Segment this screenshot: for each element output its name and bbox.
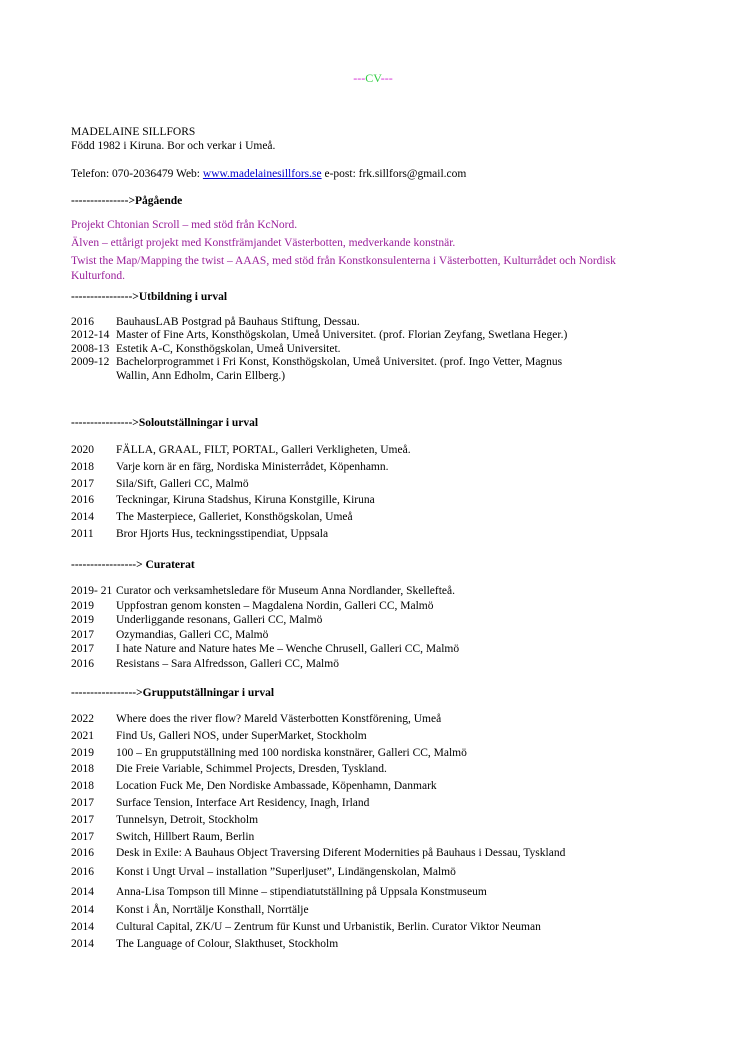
ongoing-list	[71, 218, 671, 284]
solo-row	[71, 459, 681, 476]
row-text: BauhausLAB Postgrad på Bauhaus Stiftung, Dessau.	[116, 316, 360, 328]
row-text: Anna-Lisa Tompson till Minne – stipendiatutställning på Uppsala Konstmuseum	[116, 886, 487, 899]
solo-section	[71, 416, 681, 430]
row-year: 2014	[71, 886, 94, 899]
row-year: 2017	[71, 477, 94, 490]
solo-heading: ---------------->Soloutställningar i urval	[71, 417, 259, 429]
group-row	[71, 745, 711, 762]
row-text: Underliggande resonans, Galleri CC, Malmö	[116, 614, 323, 627]
group-row	[71, 711, 711, 728]
row-year: 2019	[71, 746, 94, 759]
solo-row	[71, 492, 681, 509]
contact-suffix: e-post: frk.sillfors@gmail.com	[321, 168, 467, 180]
row-year: 2017	[71, 643, 94, 656]
row-year: 2016	[71, 866, 94, 879]
group-row	[71, 919, 711, 936]
row-text: Desk in Exile: A Bauhaus Object Traversing Diferent Modernities på Bauhaus i Dessau, Tyskland	[116, 847, 566, 860]
row-year: 2017	[71, 796, 94, 809]
row-text: The Language of Colour, Slakthuset, Stockholm	[116, 937, 339, 950]
title-cv: CV	[365, 71, 381, 85]
row-text: Die Freie Variable, Schimmel Projects, Dresden, Tyskland.	[116, 763, 387, 776]
row-text: Bror Hjorts Hus, teckningsstipendiat, Uppsala	[116, 527, 329, 540]
row-year: 2014	[71, 511, 94, 524]
group-list	[71, 711, 711, 953]
curated-heading: -----------------> Curaterat	[71, 559, 195, 571]
group-row	[71, 778, 711, 795]
row-year: 2009-12	[71, 356, 110, 369]
row-year: 2017	[71, 628, 94, 641]
contact-prefix: Telefon: 070-2036479 Web:	[71, 168, 203, 180]
website-link[interactable]: www.madelainesillfors.se	[202, 168, 322, 180]
row-text: Surface Tension, Interface Art Residency, Inagh, Irland	[116, 796, 370, 809]
row-year: 2018	[71, 460, 94, 473]
group-row	[71, 902, 711, 919]
row-text: Varje korn är en färg, Nordiska Ministerrådet, Köpenhamn.	[116, 460, 389, 473]
education-row	[71, 356, 581, 383]
ongoing-item: Älven – ettårigt projekt med Konstfrämjandet Västerbotten, medverkande konstnär.	[71, 237, 456, 249]
ongoing-section	[71, 194, 681, 208]
row-text: Cultural Capital, ZK/U – Zentrum für Kunst und Urbanistik, Berlin. Curator Viktor Neuman	[116, 920, 541, 933]
birth-info: Född 1982 i Kiruna. Bor och verkar i Umeå.	[71, 139, 276, 152]
group-section	[71, 686, 681, 700]
person-name: MADELAINE SILLFORS	[71, 126, 196, 138]
row-year: 2016	[71, 657, 94, 670]
curated-row	[71, 657, 681, 672]
row-text: Where does the river flow? Mareld Västerbotten Konstförening, Umeå	[116, 713, 442, 725]
row-text: The Masterpiece, Galleriet, Konsthögskolan, Umeå	[116, 511, 353, 524]
solo-row	[71, 526, 681, 543]
row-text: Konst i Ån, Norrtälje Konsthall, Norrtälje	[116, 904, 309, 917]
row-year: 2017	[71, 813, 94, 826]
solo-list	[71, 442, 681, 543]
education-section	[71, 290, 681, 304]
row-text: Ozymandias, Galleri CC, Malmö	[116, 628, 269, 641]
education-heading: ---------------->Utbildning i urval	[71, 291, 228, 303]
row-text: Uppfostran genom konsten – Magdalena Nordin, Galleri CC, Malmö	[116, 599, 434, 612]
row-text: Switch, Hillbert Raum, Berlin	[116, 830, 255, 843]
curated-list	[71, 584, 681, 672]
row-year: 2014	[71, 904, 94, 917]
row-year: 2008-13	[71, 342, 110, 355]
row-text: Curator och verksamhetsledare för Museum Anna Nordlander, Skellefteå.	[116, 585, 455, 597]
ongoing-item: Twist the Map/Mapping the twist – AAAS, med stöd från Konstkonsulenterna i Västerbotten, Kulturrådet och Nordisk Kulturfond.	[71, 255, 616, 282]
row-text: Find Us, Galleri NOS, under SuperMarket, Stockholm	[116, 729, 367, 742]
row-year: 2011	[71, 527, 94, 540]
row-text: Konst i Ungt Urval – installation ”Superljuset”, Lindängenskolan, Malmö	[116, 866, 456, 879]
group-row	[71, 882, 711, 902]
row-year: 2021	[71, 729, 94, 742]
group-row	[71, 862, 711, 882]
row-year: 2018	[71, 763, 94, 776]
title-dash-right: ---	[380, 71, 393, 85]
row-text: 100 – En grupputställning med 100 nordiska konstnärer, Galleri CC, Malmö	[116, 746, 467, 759]
title-dash-left: ---	[353, 71, 366, 85]
group-row	[71, 761, 711, 778]
row-year: 2019- 21	[71, 585, 113, 597]
cv-title	[0, 71, 746, 85]
row-text: Tunnelsyn, Detroit, Stockholm	[116, 813, 259, 826]
group-row	[71, 795, 711, 812]
row-text: FÄLLA, GRAAL, FILT, PORTAL, Galleri Verkligheten, Umeå.	[116, 444, 411, 456]
row-text: Location Fuck Me, Den Nordiske Ambassade, Köpenhamn, Danmark	[116, 780, 437, 793]
row-year: 2014	[71, 920, 94, 933]
row-year: 2020	[71, 444, 94, 456]
row-year: 2022	[71, 713, 94, 725]
solo-row	[71, 476, 681, 493]
curated-row	[71, 642, 681, 657]
group-row	[71, 829, 711, 846]
row-year: 2012-14	[71, 329, 110, 342]
curated-row	[71, 584, 681, 599]
row-text: Resistans – Sara Alfredsson, Galleri CC, Malmö	[116, 657, 339, 670]
education-row	[71, 343, 581, 356]
row-year: 2018	[71, 780, 94, 793]
row-year: 2016	[71, 316, 94, 328]
curated-row	[71, 599, 681, 614]
row-year: 2014	[71, 937, 94, 950]
group-row	[71, 728, 711, 745]
curated-section	[71, 558, 681, 572]
curated-row	[71, 628, 681, 643]
group-row	[71, 936, 711, 953]
row-text: Sila/Sift, Galleri CC, Malmö	[116, 477, 249, 490]
row-year: 2016	[71, 494, 94, 507]
row-text: Bachelorprogrammet i Fri Konst, Konsthögskolan, Umeå Universitet. (prof. Ingo Vetter, Magnus Wallin, Ann Edholm, Carin Ellberg.)	[116, 356, 563, 382]
education-list	[71, 316, 581, 383]
education-row	[71, 329, 581, 342]
group-row	[71, 845, 711, 862]
ongoing-item: Projekt Chtonian Scroll – med stöd från KcNord.	[71, 219, 298, 231]
curated-row	[71, 613, 681, 628]
row-text: Estetik A-C, Konsthögskolan, Umeå Universitet.	[116, 342, 341, 355]
row-text: Master of Fine Arts, Konsthögskolan, Umeå Universitet. (prof. Florian Zeyfang, Swetlana Heger.)	[116, 329, 568, 342]
group-heading: ----------------->Grupputställningar i urval	[71, 687, 275, 699]
solo-row	[71, 442, 681, 459]
ongoing-heading: --------------->Pågående	[71, 195, 183, 207]
contact-line	[71, 168, 681, 182]
solo-row	[71, 509, 681, 526]
row-text: Teckningar, Kiruna Stadshus, Kiruna Konstgille, Kiruna	[116, 494, 375, 507]
group-row	[71, 812, 711, 829]
education-row	[71, 316, 581, 329]
cv-header	[71, 126, 681, 153]
row-year: 2019	[71, 614, 94, 627]
row-year: 2017	[71, 830, 94, 843]
row-year: 2016	[71, 847, 94, 860]
row-text: I hate Nature and Nature hates Me – Wenche Chrusell, Galleri CC, Malmö	[116, 643, 460, 656]
row-year: 2019	[71, 599, 94, 612]
